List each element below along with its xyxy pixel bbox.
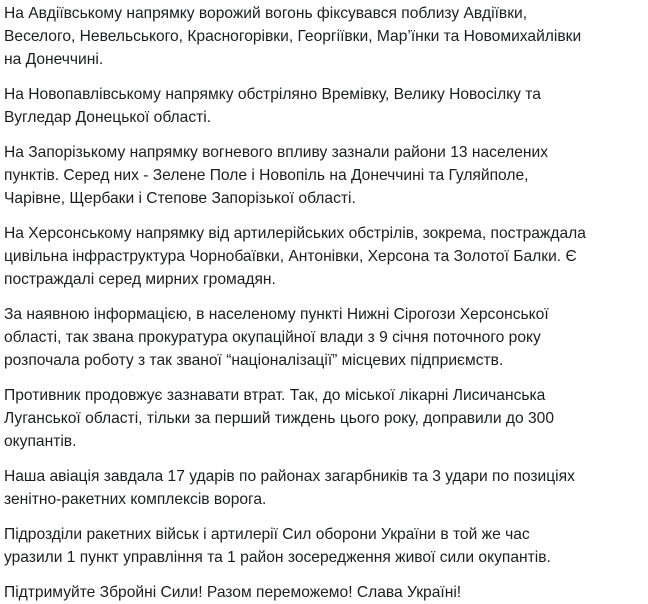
- paragraph-enemy-losses: Противник продовжує зазнавати втрат. Так, до міської лікарні Лисичанська Луганської області, тільки за перший тиждень цього року, доправили до 300 окупантів.: [4, 387, 554, 450]
- paragraph-zaporizhzhia: На Запорізькому напрямку вогневого впливу зазнали райони 13 населених пунктів. Серед них - Зелене Поле і Новопіль на Донеччині та Гуляйполе, Чарівне, Щербаки і Степове Запорізької області.: [4, 144, 548, 207]
- paragraph-support-call: Підтримуйте Збройні Сили! Разом переможемо! Слава Україні!: [4, 584, 462, 601]
- paragraph-syrohozy: За наявною інформацією, в населеному пункті Нижні Сірогози Херсонської області, так звана прокуратура окупаційної влади з 9 січня поточного року розпочала роботу з так званої “націоналізації” місцевих підприємств.: [4, 306, 549, 369]
- paragraph-aviation: Наша авіація завдала 17 ударів по районах загарбників та 3 удари по позиціях зенітно-ракетних комплексів ворога.: [4, 468, 575, 508]
- paragraph-kherson: На Херсонському напрямку від артилерійських обстрілів, зокрема, постраждала цивільна інфраструктура Чорнобаївки, Антонівки, Херсона та Золотої Балки. Є постраждалі серед мирних громадян.: [4, 225, 586, 288]
- paragraph-artillery: Підрозділи ракетних військ і артилерії Сил оборони України в той же час уразили 1 пункт управління та 1 район зосередження живої сили окупантів.: [4, 526, 551, 566]
- paragraph-avdiivka: На Авдіївському напрямку ворожий вогонь фіксувався поблизу Авдіївки, Веселого, Невельського, Красногорівки, Георгіївки, Мар’їнки та Новомихайлівки на Донеччині.: [4, 5, 582, 68]
- post-text: [4, 2, 640, 604]
- paragraph-novopavlivka: На Новопавлівському напрямку обстріляно Времівку, Велику Новосілку та Вугледар Донецької області.: [4, 86, 541, 126]
